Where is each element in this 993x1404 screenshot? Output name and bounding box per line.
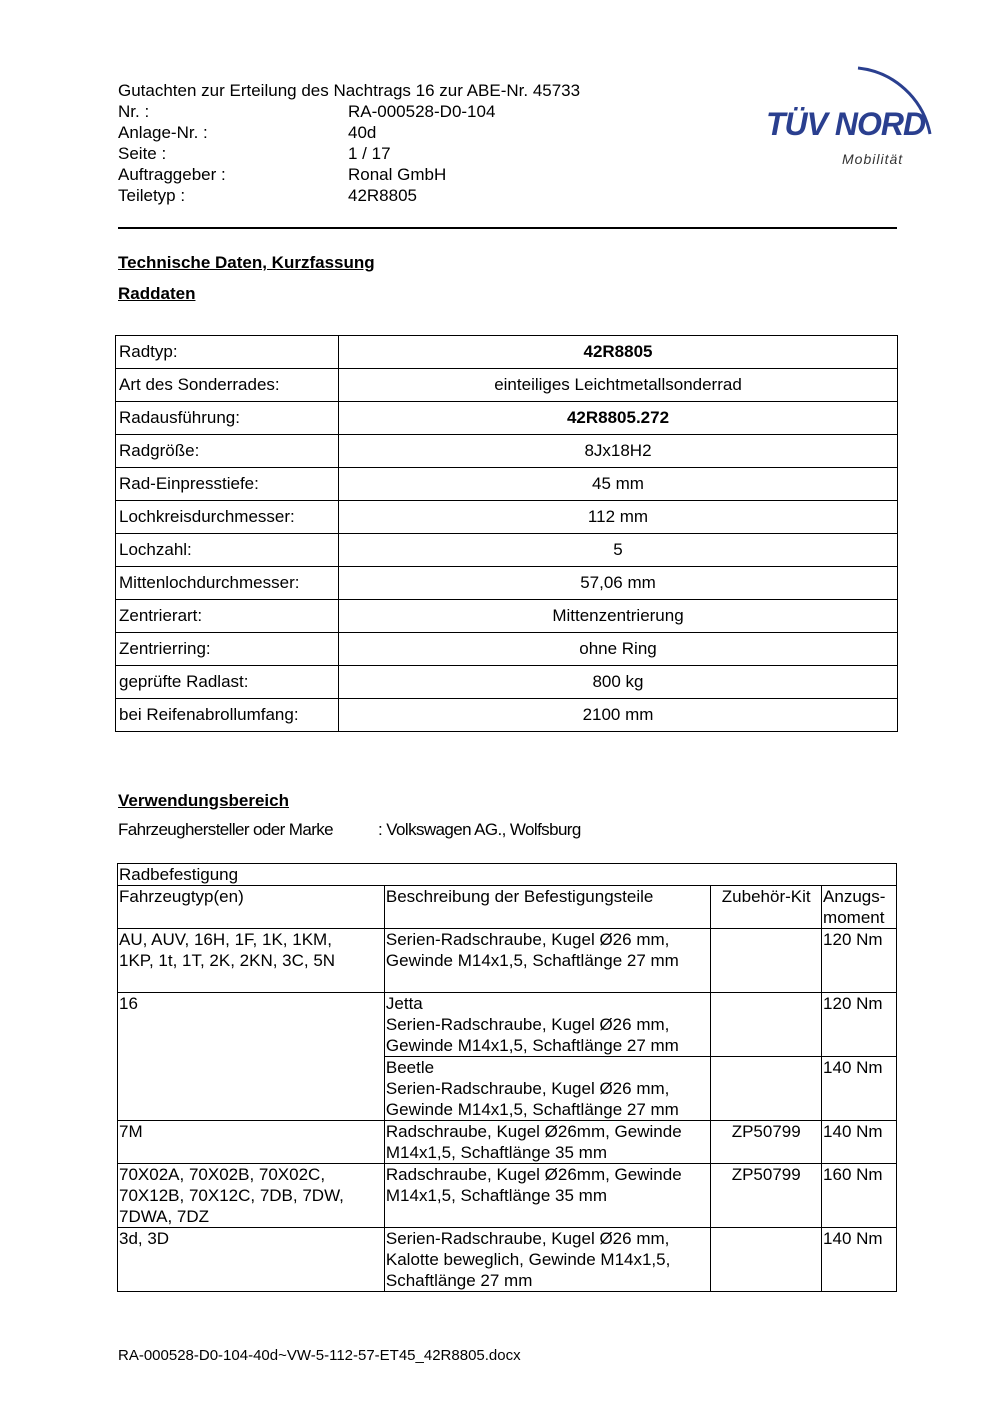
wheel-data-value: 800 kg — [339, 666, 898, 699]
wheel-data-label: Lochzahl: — [116, 534, 339, 567]
tuv-nord-logo — [760, 56, 950, 176]
accessory-kit — [711, 1057, 822, 1121]
fastening-description: Serien-Radschraube, Kugel Ø26 mm, Gewinde M14x1,5, Schaftlänge 27 mm — [384, 929, 710, 993]
header-label: Teiletyp : — [118, 186, 186, 205]
table-row — [118, 1164, 897, 1228]
accessory-kit — [711, 1228, 822, 1292]
torque: 120 Nm — [822, 929, 897, 993]
table-row — [116, 369, 898, 402]
wheel-data-value: 2100 mm — [339, 699, 898, 732]
manufacturer-value: Volkswagen AG., Wolfsburg — [386, 820, 581, 839]
vehicle-types: 3d, 3D — [118, 1228, 385, 1292]
header-field-nr — [118, 101, 495, 122]
section-title-wheel: Raddaten — [118, 284, 196, 303]
header-value: 1 / 17 — [348, 144, 391, 163]
header-value: 40d — [348, 123, 377, 142]
header-field-teiletyp — [118, 185, 417, 206]
section-title-usage: Verwendungsbereich — [118, 791, 289, 810]
wheel-data-value: 42R8805 — [339, 336, 898, 369]
header-divider — [118, 227, 897, 229]
wheel-data-value: einteiliges Leichtmetallsonderrad — [339, 369, 898, 402]
wheel-data-label: Zentrierart: — [116, 600, 339, 633]
wheel-data-label: Zentrierring: — [116, 633, 339, 666]
table-row — [116, 501, 898, 534]
header-field-anlage — [118, 122, 376, 143]
fastening-table — [117, 863, 897, 1292]
manufacturer-colon: : Volkswagen AG., Wolfsburg — [378, 820, 581, 839]
wheel-data-label: geprüfte Radlast: — [116, 666, 339, 699]
manufacturer-label: Fahrzeughersteller oder Marke — [118, 820, 334, 839]
vehicle-types: 7M — [118, 1121, 385, 1164]
table-row — [116, 336, 898, 369]
wheel-data-value: 112 mm — [339, 501, 898, 534]
table-row — [118, 1121, 897, 1164]
wheel-data-value: 8Jx18H2 — [339, 435, 898, 468]
wheel-data-label: Radgröße: — [116, 435, 339, 468]
wheel-data-label: Art des Sonderrades: — [116, 369, 339, 402]
table-row — [116, 435, 898, 468]
header-label: Seite : — [118, 144, 167, 163]
header-description: Beschreibung der Befestigungsteile — [384, 886, 710, 929]
header-label: Auftraggeber : — [118, 165, 226, 184]
logo-wordmark: TÜV NORD — [766, 106, 926, 142]
section-title-technical: Technische Daten, Kurzfassung — [118, 253, 375, 272]
header-kit: Zubehör-Kit — [711, 886, 822, 929]
wheel-data-label: Lochkreisdurchmesser: — [116, 501, 339, 534]
fastening-description: Radschraube, Kugel Ø26mm, Gewinde M14x1,5, Schaftlänge 35 mm — [384, 1121, 710, 1164]
wheel-data-value: 57,06 mm — [339, 567, 898, 600]
accessory-kit — [711, 993, 822, 1057]
wheel-data-value: 5 — [339, 534, 898, 567]
torque: 140 Nm — [822, 1228, 897, 1292]
header-value: RA-000528-D0-104 — [348, 102, 496, 121]
wheel-data-label: bei Reifenabrollumfang: — [116, 699, 339, 732]
table-row — [116, 699, 898, 732]
table-row — [116, 633, 898, 666]
accessory-kit — [711, 929, 822, 993]
wheel-data-label: Rad-Einpresstiefe: — [116, 468, 339, 501]
wheel-data-value: 42R8805.272 — [339, 402, 898, 435]
header-vehicle-types: Fahrzeugtyp(en) — [118, 886, 385, 929]
header-label: Anlage-Nr. : — [118, 123, 208, 142]
wheel-data-label: Radtyp: — [116, 336, 339, 369]
vehicle-types: AU, AUV, 16H, 1F, 1K, 1KM, 1KP, 1t, 1T, 2K, 2KN, 3C, 5N — [118, 929, 385, 993]
table-row — [118, 993, 897, 1057]
header-field-auftraggeber — [118, 164, 446, 185]
table-row — [118, 1228, 897, 1292]
vehicle-types: 16 — [118, 993, 385, 1121]
header-value: 42R8805 — [348, 186, 418, 205]
torque: 140 Nm — [822, 1121, 897, 1164]
accessory-kit: ZP50799 — [711, 1121, 822, 1164]
fastening-title: Radbefestigung — [118, 864, 897, 886]
table-row — [116, 666, 898, 699]
accessory-kit: ZP50799 — [711, 1164, 822, 1228]
wheel-data-label: Mittenlochdurchmesser: — [116, 567, 339, 600]
vehicle-types: 70X02A, 70X02B, 70X02C, 70X12B, 70X12C, 7DB, 7DW, 7DWA, 7DZ — [118, 1164, 385, 1228]
header-value: Ronal GmbH — [348, 165, 447, 184]
torque: 120 Nm — [822, 993, 897, 1057]
torque: 140 Nm — [822, 1057, 897, 1121]
table-row — [116, 402, 898, 435]
fastening-description: Beetle Serien-Radschraube, Kugel Ø26 mm, Gewinde M14x1,5, Schaftlänge 27 mm — [384, 1057, 710, 1121]
footer-filename: RA-000528-D0-104-40d~VW-5-112-57-ET45_42R8805.docx — [118, 1347, 521, 1364]
header-label: Nr. : — [118, 102, 150, 121]
fastening-header-row — [118, 886, 897, 929]
wheel-data-value: 45 mm — [339, 468, 898, 501]
table-row — [116, 600, 898, 633]
logo-subtitle: Mobilität — [842, 151, 904, 167]
wheel-data-label: Radausführung: — [116, 402, 339, 435]
document-title: Gutachten zur Erteilung des Nachtrags 16 zur ABE-Nr. 45733 — [118, 81, 581, 100]
wheel-data-value: Mittenzentrierung — [339, 600, 898, 633]
header-torque: Anzugs- moment — [822, 886, 897, 929]
wheel-data-table — [115, 335, 898, 732]
table-row — [116, 468, 898, 501]
table-row — [116, 534, 898, 567]
table-row — [116, 567, 898, 600]
torque: 160 Nm — [822, 1164, 897, 1228]
fastening-description: Radschraube, Kugel Ø26mm, Gewinde M14x1,5, Schaftlänge 35 mm — [384, 1164, 710, 1228]
header-field-seite — [118, 143, 391, 164]
table-row — [118, 929, 897, 993]
manufacturer-row — [118, 820, 581, 840]
fastening-title-row — [118, 864, 897, 886]
fastening-description: Jetta Serien-Radschraube, Kugel Ø26 mm, Gewinde M14x1,5, Schaftlänge 27 mm — [384, 993, 710, 1057]
fastening-description: Serien-Radschraube, Kugel Ø26 mm, Kalotte beweglich, Gewinde M14x1,5, Schaftlänge 27 mm — [384, 1228, 710, 1292]
wheel-data-value: ohne Ring — [339, 633, 898, 666]
